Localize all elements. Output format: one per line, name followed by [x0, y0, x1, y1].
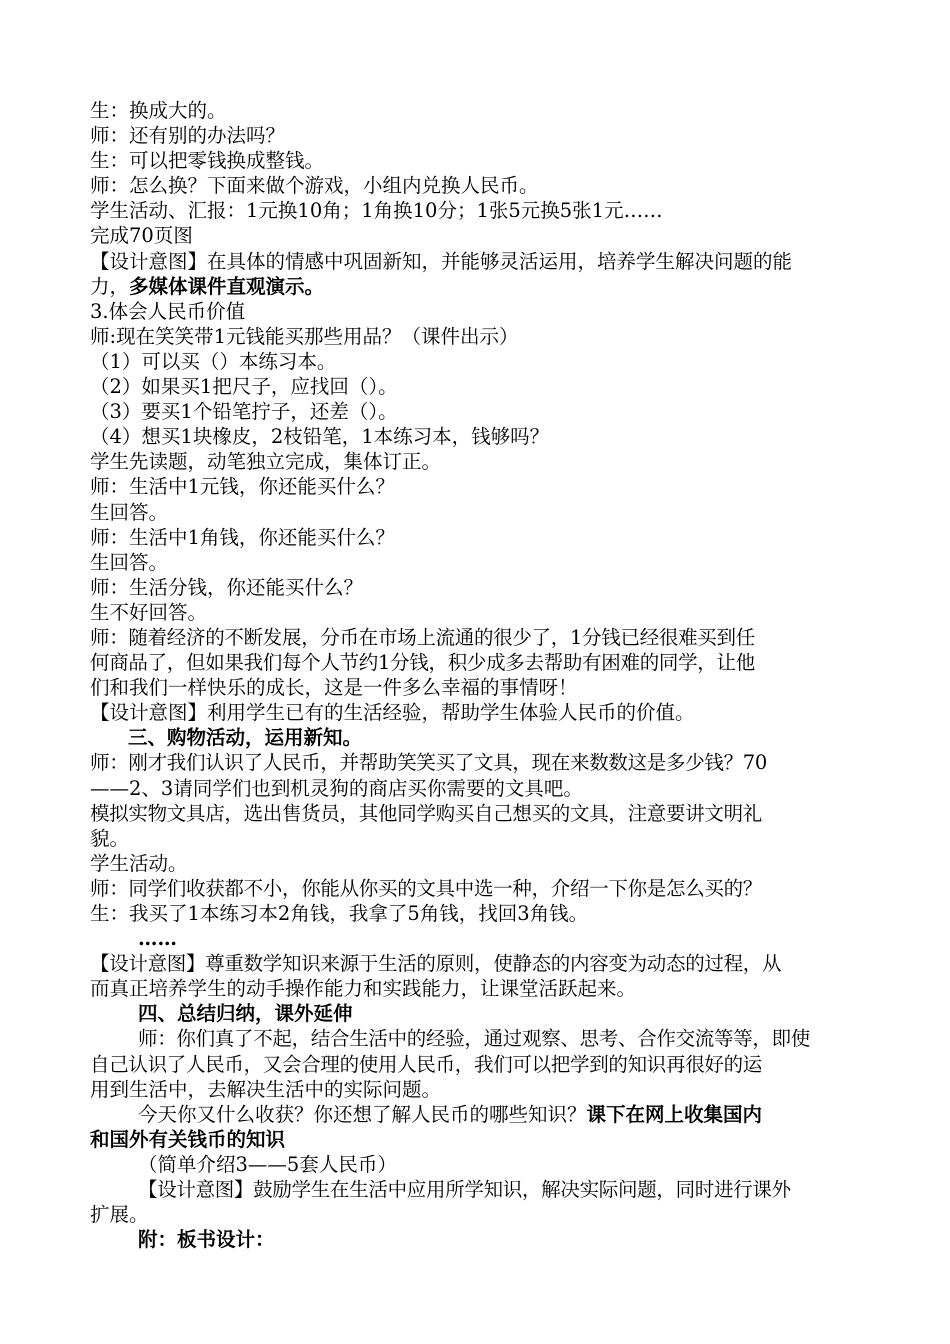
text-line: 生：换成大的。 [90, 99, 227, 122]
text-line: 师：随着经济的不断发展，分币在市场上流通的很少了，1分钱已经很难买到任 [90, 625, 755, 649]
bold-text: 多媒体课件直观演示。 [129, 274, 325, 298]
text-fragment: 今天你又什么收获？你还想了解人民币的哪些知识？ [138, 1102, 587, 1126]
bold-text: 和国外有关钱币的知识 [90, 1127, 286, 1151]
text-line: 模拟实物文具店，选出售货员，其他同学购买自己想买的文具，注意要讲文明礼 [90, 801, 763, 825]
section-heading: 四、总结归纳，课外延伸 [138, 1002, 353, 1026]
question-item: （4）想买1块橡皮，2枝铅笔，1本练习本，钱够吗？ [90, 425, 550, 449]
text-line: 学生活动、汇报：1元换10角；1角换10分；1张5元换5张1元…… [90, 199, 663, 223]
text-line: 而真正培养学生的动手操作能力和实践能力，让课堂活跃起来。 [90, 977, 637, 1001]
text-line: 学生先读题，动笔独立完成，集体订正。 [90, 450, 442, 474]
design-intent: 【设计意图】鼓励学生在生活中应用所学知识，解决实际问题，同时进行课外 [138, 1178, 791, 1202]
bold-text: 课下在网上收集国内 [586, 1102, 763, 1126]
text-line: 何商品了，但如果我们每个人节约1分钱，积少成多去帮助有困难的同学，让他 [90, 651, 755, 675]
design-intent: 【设计意图】在具体的情感中巩固新知，并能够灵活运用，培养学生解决问题的能 [90, 249, 793, 273]
text-fragment: 力， [90, 274, 130, 298]
text-line: 生：可以把零钱换成整钱。 [90, 149, 325, 173]
text-line: 师：生活中1元钱，你还能买什么？ [90, 475, 395, 499]
text-line: 师：你们真了不起，结合生活中的经验，通过观察、思考、合作交流等等，即使 [138, 1027, 811, 1051]
section-heading: 3.体会人民币价值 [90, 299, 246, 323]
text-line: 自己认识了人民币，又会合理的使用人民币，我们可以把学到的知识再很好的运 [90, 1052, 763, 1076]
text-line: （简单介绍3——5套人民币） [138, 1152, 397, 1176]
text-line: 师：生活分钱，你还能买什么？ [90, 575, 364, 599]
text-line: 生回答。 [90, 550, 169, 574]
section-heading: 附：板书设计： [138, 1228, 275, 1252]
text-line: 生回答。 [90, 500, 169, 524]
text-line: 师：还有别的办法吗？ [90, 124, 286, 148]
text-line: 师：生活中1角钱，你还能买什么？ [90, 525, 395, 549]
text-line: 师:现在笑笑带1元钱能买那些用品？（课件出示） [90, 324, 519, 348]
question-item: （2）如果买1把尺子，应找回（）。 [90, 375, 398, 399]
text-line [90, 1102, 870, 1127]
text-line: 学生活动。 [90, 851, 188, 875]
design-intent: 【设计意图】利用学生已有的生活经验，帮助学生体验人民币的价值。 [90, 701, 695, 725]
text-line: 师：怎么换？下面来做个游戏，小组内兑换人民币。 [90, 174, 539, 198]
text-line: 貌。 [90, 826, 130, 850]
text-line: 完成70页图 [90, 224, 193, 248]
text-line: 生不好回答。 [90, 600, 208, 624]
design-intent: 【设计意图】尊重数学知识来源于生活的原则，使静态的内容变为动态的过程，从 [90, 952, 782, 976]
text-line: 生：我买了1本练习本2角钱，我拿了5角钱，找回3角钱。 [90, 902, 589, 925]
text-line: ——2、3请同学们也到机灵狗的商店买你需要的文具吧。 [90, 776, 583, 800]
document-page [90, 98, 870, 1252]
question-item: （1）可以买（）本练习本。 [90, 349, 337, 373]
text-line: 扩展。 [90, 1203, 149, 1227]
section-heading: 三、购物活动，运用新知。 [128, 726, 363, 750]
ellipsis: …… [138, 927, 177, 951]
text-line [90, 274, 870, 299]
text-line: 师：刚才我们认识了人民币，并帮助笑笑买了文具，现在来数数这是多少钱？70 [90, 751, 768, 775]
text-line: 们和我们一样快乐的成长，这是一件多么幸福的事情呀！ [90, 676, 578, 700]
text-line: 用到生活中，去解决生活中的实际问题。 [90, 1077, 442, 1101]
text-line: 师：同学们收获都不小，你能从你买的文具中选一种，介绍一下你是怎么买的？ [90, 876, 763, 900]
question-item: （3）要买1个铅笔拧子，还差（）。 [90, 400, 398, 424]
